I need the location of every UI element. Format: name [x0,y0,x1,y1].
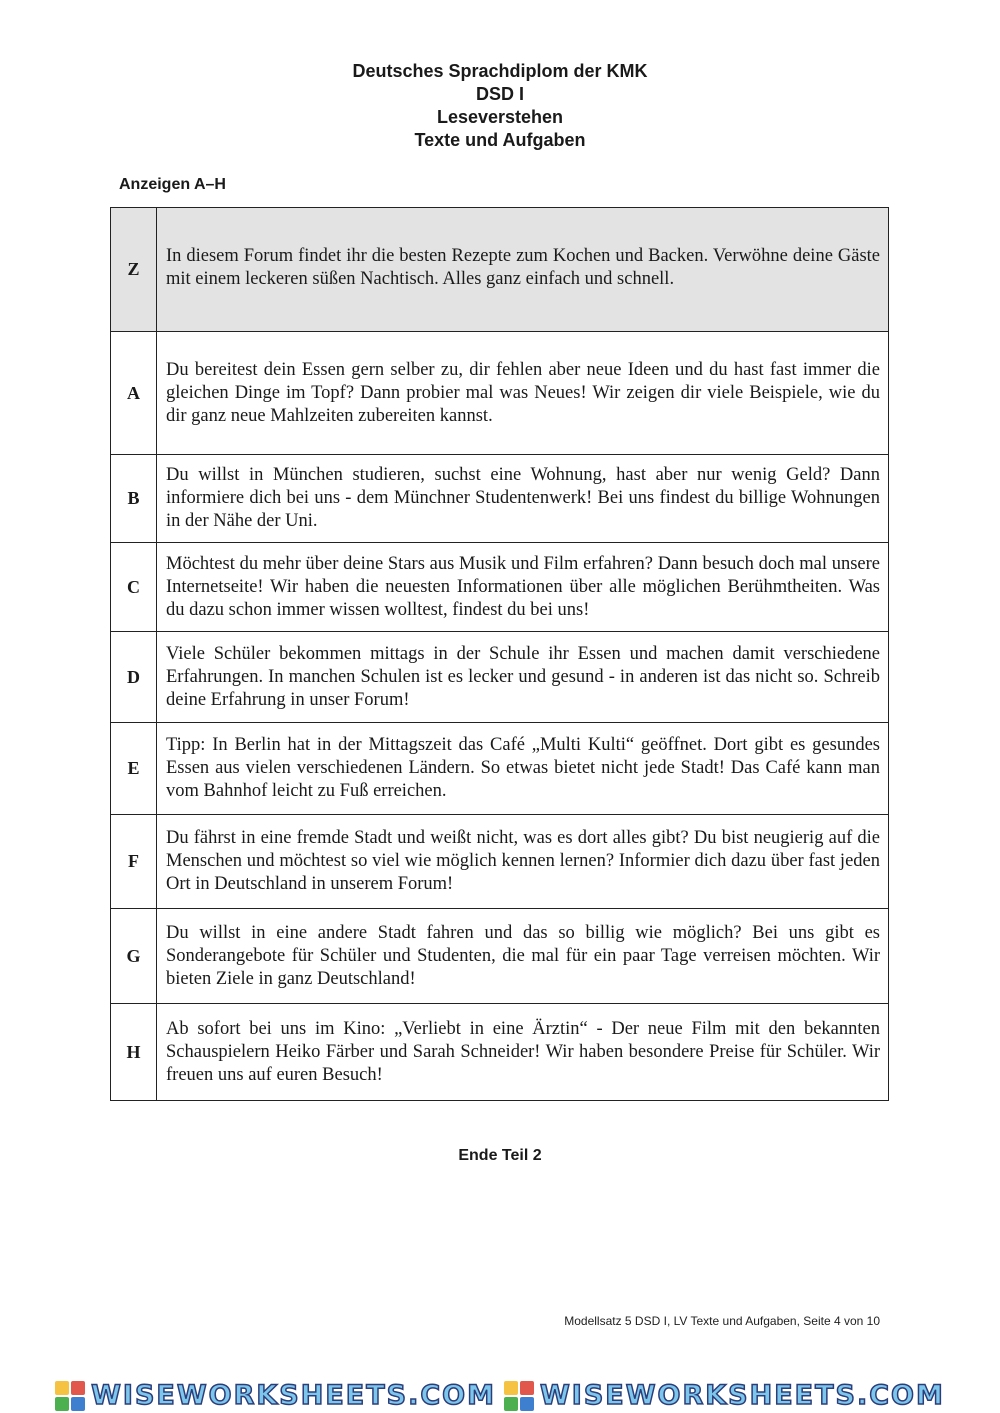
logo-square [71,1397,85,1411]
ad-text: Du bereitest dein Essen gern selber zu, dir fehlen aber neue Ideen und du hast fast immer die gleichen Dinge im Topf? Dann probier mal was Neues! Wir zeigen dir viele Beispiele, wie du dir ganz neue Mahlzeiten zubereiten kannst. [157,332,889,455]
ad-row-f [111,815,889,909]
header-title: Deutsches Sprachdiplom der KMK [352,61,648,81]
page-footer: Modellsatz 5 DSD I, LV Texte und Aufgaben, Seite 4 von 10 [564,1314,880,1328]
ads-table [110,207,889,1101]
ad-letter: E [111,723,157,815]
ad-row-c [111,543,889,632]
ad-letter: A [111,332,157,455]
ad-row-g [111,909,889,1004]
ad-text: Ab sofort bei uns im Kino: „Verliebt in eine Ärztin“ - Der neue Film mit den bekannten Schauspielern Heiko Färber und Sarah Schneider! Wir haben besondere Preise für Schüler. Wir freuen uns auf euren Besuch! [157,1004,889,1101]
ad-letter: B [111,455,157,543]
ad-letter: Z [111,208,157,332]
ad-text: Möchtest du mehr über deine Stars aus Musik und Film erfahren? Dann besuch doch mal unsere Internetseite! Wir haben die neuesten Informationen über alle möglichen Berühmtheiten. Was du dazu schon immer wissen wolltest, findest du bei uns! [157,543,889,632]
section-title: Anzeigen A–H [119,176,226,193]
ad-letter: D [111,632,157,723]
ad-row-e [111,723,889,815]
ad-letter: H [111,1004,157,1101]
logo-square [504,1381,518,1395]
ad-text: Du willst in München studieren, suchst eine Wohnung, hast aber nur wenig Geld? Dann informiere dich bei uns - dem Münchner Studentenwerk! Bei uns findest du billige Wohnungen in der Nähe der Uni. [157,455,889,543]
ad-text: Tipp: In Berlin hat in der Mittagszeit das Café „Multi Kulti“ geöffnet. Dort gibt es gesundes Essen aus vielen verschiedenen Ländern. So etwas bietet nicht jede Stadt! Das Café kann man vom Bahnhof leicht zu Fuß erreichen. [157,723,889,815]
watermark-logo-icon [55,1381,85,1411]
ad-text: Du fährst in eine fremde Stadt und weißt nicht, was es dort alles gibt? Du bist neugierig auf die Menschen und möchtest so viel wie möglich kennen lernen? Informier dich dazu über fast jeden Ort in Deutschland in unserem Forum! [157,815,889,909]
end-of-part: Ende Teil 2 [458,1147,542,1164]
watermark-text: WISEWORKSHEETS.COM [91,1380,496,1411]
logo-square [55,1381,69,1395]
logo-square [55,1397,69,1411]
header-subtitle: Texte und Aufgaben [414,130,586,150]
ad-row-h [111,1004,889,1101]
ad-text: Viele Schüler bekommen mittags in der Schule ihr Essen und machen damit verschiedene Erfahrungen. In manchen Schulen ist es lecker und gesund - in anderen ist das nicht so. Schreib deine Erfahrung in unser Forum! [157,632,889,723]
ad-text: In diesem Forum findet ihr die besten Rezepte zum Kochen und Backen. Verwöhne deine Gäste mit einem leckeren süßen Nachtisch. Alles ganz einfach und schnell. [157,208,889,332]
ad-letter: C [111,543,157,632]
logo-square [520,1397,534,1411]
watermark-unit [55,1380,496,1411]
ad-row-a [111,332,889,455]
ad-row-z [111,208,889,332]
watermark-logo-icon [504,1381,534,1411]
watermark-text: WISEWORKSHEETS.COM [540,1380,945,1411]
ad-row-d [111,632,889,723]
header-section: Leseverstehen [436,107,564,127]
ad-letter: G [111,909,157,1004]
ad-text: Du willst in eine andere Stadt fahren und das so billig wie möglich? Bei uns gibt es Sonderangebote für Schüler und Studenten, die mal für ein paar Tage verreisen möchten. Wir bieten Ziele in ganz Deutschland! [157,909,889,1004]
watermark-banner [0,1378,1000,1413]
document-header [0,60,1000,152]
header-level: DSD I [475,84,524,104]
ad-letter: F [111,815,157,909]
ad-row-b [111,455,889,543]
logo-square [520,1381,534,1395]
logo-square [504,1397,518,1411]
logo-square [71,1381,85,1395]
watermark-unit [504,1380,945,1411]
